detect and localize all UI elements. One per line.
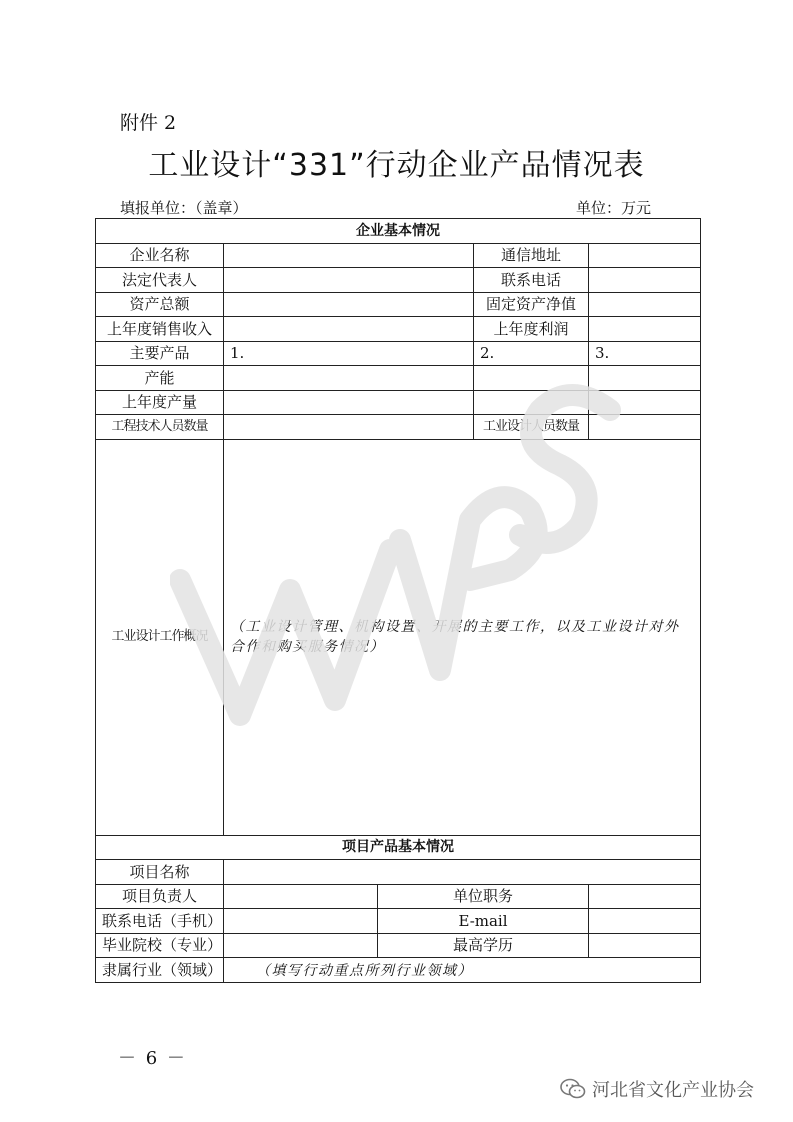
table-row [96,341,701,366]
label-company-name: 企业名称 [96,243,224,268]
capacity-field-2[interactable] [474,366,589,391]
product-3-number: 3. [595,344,610,363]
wechat-watermark [560,1076,754,1102]
school-field[interactable] [224,933,378,958]
last-year-sales-field[interactable] [224,317,474,342]
table-row [96,835,701,860]
wechat-account-name: 河北省文化产业协会 [592,1080,754,1101]
enterprise-form-table [95,218,701,983]
table-row [96,884,701,909]
label-engineers: 工程技术人员数量 [96,415,224,440]
page-title: 工业设计“331”行动企业产品情况表 [148,148,645,183]
wechat-icon [560,1078,586,1100]
product-3-field[interactable] [589,341,701,366]
industry-hint: （填写行动重点所列行业领域） [256,962,473,979]
label-school: 毕业院校（专业） [96,933,224,958]
label-legal-rep: 法定代表人 [96,268,224,293]
total-assets-field[interactable] [224,292,474,317]
email-field[interactable] [589,909,701,934]
product-2-number: 2. [480,344,495,363]
section-header-enterprise: 企业基本情况 [96,219,701,244]
output-field-1[interactable] [224,390,474,415]
table-row [96,415,701,440]
table-row [96,958,701,983]
label-last-year-output: 上年度产量 [96,390,224,415]
section-header-project: 项目产品基本情况 [96,835,701,860]
table-row [96,909,701,934]
design-overview-hint: （工业设计管理、机构设置、开展的主要工作，以及工业设计对外合作和购买服务情况） [230,619,680,655]
fill-unit-label: 填报单位：（盖章） [120,199,248,217]
industry-field[interactable] [224,958,701,983]
product-1-number: 1. [230,344,245,363]
project-leader-field[interactable] [224,884,378,909]
label-project-leader: 项目负责人 [96,884,224,909]
project-name-field[interactable] [224,860,701,885]
label-email: E-mail [378,909,589,934]
table-row [96,366,701,391]
output-field-2[interactable] [474,390,589,415]
company-name-field[interactable] [224,243,474,268]
label-phone: 联系电话 [474,268,589,293]
table-row [96,439,701,835]
table-row [96,317,701,342]
label-designers: 工业设计人员数量 [474,415,589,440]
position-field[interactable] [589,884,701,909]
label-degree: 最高学历 [378,933,589,958]
attachment-label: 附件 2 [120,112,177,134]
label-main-products: 主要产品 [96,341,224,366]
label-last-year-sales: 上年度销售收入 [96,317,224,342]
phone-field[interactable] [589,268,701,293]
label-mobile: 联系电话（手机） [96,909,224,934]
table-row [96,268,701,293]
mobile-field[interactable] [224,909,378,934]
product-2-field[interactable] [474,341,589,366]
label-industry: 隶属行业（领域） [96,958,224,983]
label-last-year-profit: 上年度利润 [474,317,589,342]
fixed-assets-field[interactable] [589,292,701,317]
label-total-assets: 资产总额 [96,292,224,317]
label-project-name: 项目名称 [96,860,224,885]
degree-field[interactable] [589,933,701,958]
capacity-field-3[interactable] [589,366,701,391]
label-position: 单位职务 [378,884,589,909]
label-capacity: 产能 [96,366,224,391]
legal-rep-field[interactable] [224,268,474,293]
label-design-overview: 工业设计工作概况 [96,439,224,835]
page-number: － 6 － [118,1048,187,1069]
table-row [96,860,701,885]
label-address: 通信地址 [474,243,589,268]
label-fixed-assets: 固定资产净值 [474,292,589,317]
output-field-3[interactable] [589,390,701,415]
table-row [96,933,701,958]
engineers-field[interactable] [224,415,474,440]
table-row [96,292,701,317]
table-row [96,219,701,244]
designers-field[interactable] [589,415,701,440]
table-row [96,243,701,268]
address-field[interactable] [589,243,701,268]
table-row [96,390,701,415]
product-1-field[interactable] [224,341,474,366]
design-overview-field[interactable] [224,439,701,835]
money-unit-label: 单位：万元 [576,199,652,217]
capacity-field-1[interactable] [224,366,474,391]
last-year-profit-field[interactable] [589,317,701,342]
